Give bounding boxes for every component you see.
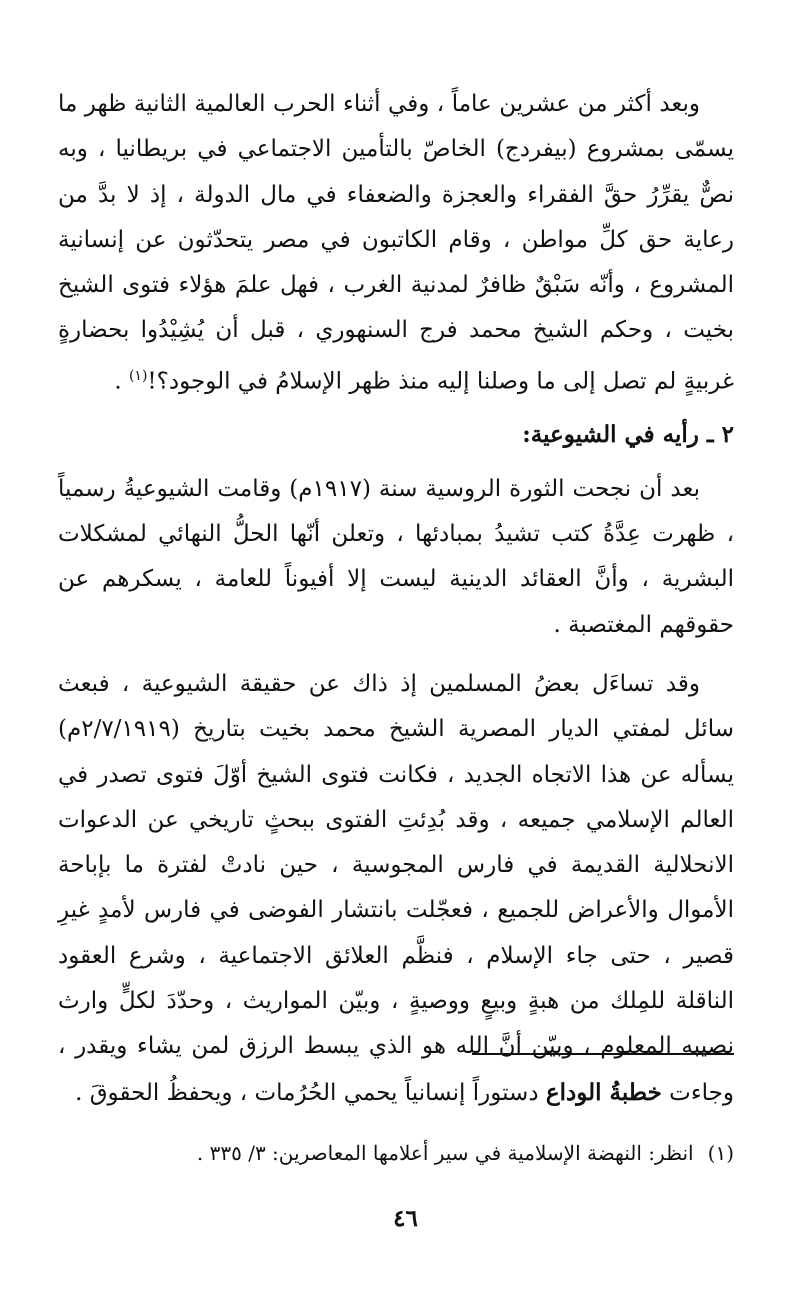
paragraph-beveridge-plan xyxy=(58,82,734,405)
page-number: ٤٦ xyxy=(393,1205,418,1232)
footnote xyxy=(58,1138,734,1168)
footnote-reference: (١) xyxy=(128,367,148,384)
footnote-text: انظر: النهضة الإسلامية في سير أعلامها المعاصرين: ٣/ ٣٣٥ . xyxy=(196,1141,694,1165)
paragraph-3-text: وقد تساءَل بعضُ المسلمين إذ ذاك عن حقيقة الشيوعية ، فبعث سائل لمفتي الديار المصرية الشيخ محمد بخيت بتاريخ (٢/٧/١٩١٩م) يسأله عن هذا الاتجاه الجديد ، فكانت فتوى الشيخ أوّلَ فتوى تصدر في العالم الإسلامي جميعه ، وقد بُدِئتِ الفتوى ببحثٍ تاريخي عن الدعوات الانحلالية القديمة في فارس المجوسية ، حين نادتْ لفترة ما بإباحة الأموال والأعراض للجميع ، فعجّلت بانتشار الفوضى في فارس لأمدٍ غيرِ قصير ، حتى جاء الإسلام ، فنظَّم العلائق الاجتماعية ، وشرع العقود الناقلة للمِلك من هبةٍ وبيعٍ ووصيةٍ ، وبيّن المواريث ، وحدّدَ لكلٍّ وارث نصيبه المعلوم ، وبيّن أنَّ الله هو الذي يبسط الرزق لمن يشاء ويقدر ، وجاءت xyxy=(58,670,734,1106)
bold-phrase-farewell-sermon: خطبةُ الوداع xyxy=(545,1078,662,1106)
paragraph-fatwa xyxy=(58,662,734,1116)
paragraph-3-end: دستوراً إنسانياً يحمي الحُرُمات ، ويحفظُ الحقوقَ . xyxy=(75,1079,546,1106)
page-body xyxy=(58,82,734,1116)
footnote-separator xyxy=(472,1053,734,1055)
section-heading-communism: ٢ ـ رأيه في الشيوعية: xyxy=(522,420,734,448)
paragraph-1-text: وبعد أكثر من عشرين عاماً ، وفي أثناء الحرب العالمية الثانية ظهر ما يسمّى بمشروع (بيفردج) الخاصّ بالتأمين الاجتماعي في بريطانيا ، وبه نصٌّ يقرِّرُ حقَّ الفقراء والعجزة والضعفاء في مال الدولة ، إذ لا بدَّ من رعاية حق كلِّ مواطن ، وقام الكاتبون في مصر يتحدّثون عن إنسانية المشروع ، وأنّه سَبْقٌ ظافرٌ لمدنية الغرب ، فهل علمَ هؤلاء فتوى الشيخ بخيت ، وحكم الشيخ محمد فرج السنهوري ، قبل أن يُشِيْدُوا بحضارةٍ غربيةٍ لم تصل إلى ما وصلنا إليه منذ ظهر الإسلامُ في الوجود؟! xyxy=(58,91,734,395)
paragraph-1-end: . xyxy=(114,368,129,395)
footnote-number: (١) xyxy=(707,1141,734,1165)
paragraph-russian-revolution: بعد أن نجحت الثورة الروسية سنة (١٩١٧م) وقامت الشيوعيةُ رسمياً ، ظهرت عِدَّةُ كتب تشيدُ بمبادئها ، وتعلن أنّها الحلُّ النهائي لمشكلات البشرية ، وأنَّ العقائد الدينية ليست إلا أفيوناً للعامة ، يسكرهم عن حقوقهم المغتصبة . xyxy=(58,475,734,638)
